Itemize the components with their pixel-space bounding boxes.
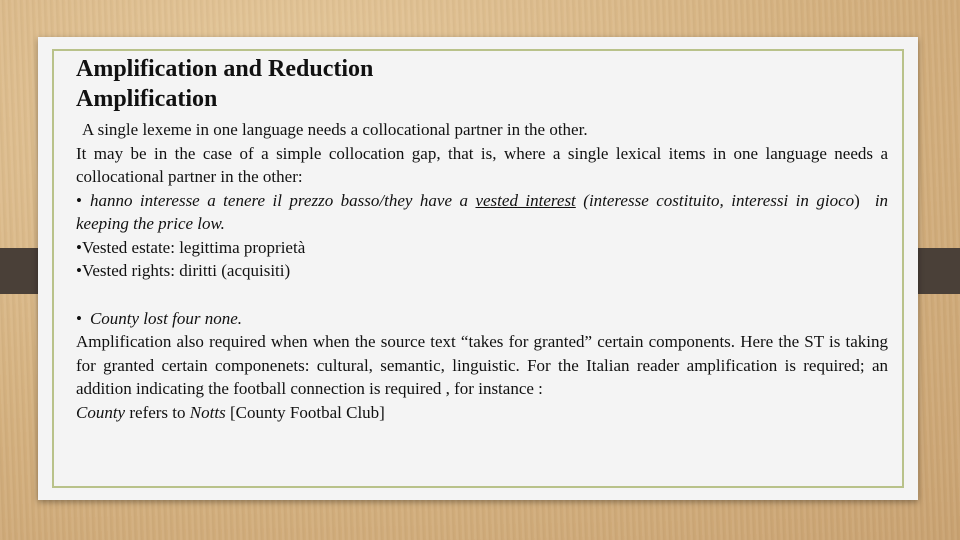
example-end: in keeping the price low. <box>76 190 889 233</box>
intro-text: A single lexeme in one language needs a collocational partner in the other. <box>82 120 588 139</box>
slide-content <box>76 54 888 424</box>
paragraph-collocation-gap: It may be in the case of a simple collocation gap, that is, where a single lexical items in one language needs a collocational partner in the other: <box>76 143 888 186</box>
example-vested-interest <box>76 189 888 236</box>
bullet-vested-estate: •Vested estate: legittima proprietà <box>76 237 306 257</box>
slide-card <box>38 37 918 500</box>
example-mid: (interesse costituito, interessi in <box>583 190 809 210</box>
example-county <box>76 307 888 331</box>
bullet-dot: • <box>76 308 82 328</box>
final-end: [County Footbal Club] <box>229 402 385 422</box>
example-tail: gioco <box>816 190 855 210</box>
bullet-dot: • <box>76 190 82 210</box>
example-pre: hanno interesse a tenere il prezzo basso/they have a <box>89 190 468 210</box>
final-line <box>76 401 888 425</box>
final-word-county: County <box>76 402 126 422</box>
paragraph-amplification: Amplification also required when when the source text “takes for granted” certain components. Here the ST is taking for granted certain componenets: cultural, semantic, linguistic. For the Italian reader amplification is required; an addition indicating the football connection is required , for instance : <box>76 332 888 398</box>
final-mid: refers to <box>129 402 186 422</box>
example-county-text: County lost four none. <box>89 308 243 328</box>
slide-title: Amplification and Reduction <box>76 56 374 82</box>
bullet-vested-rights: •Vested rights: diritti (acquisiti) <box>76 261 291 280</box>
final-word-notts: Notts <box>189 402 226 422</box>
slide-subtitle: Amplification <box>76 86 218 112</box>
example-close-paren: ) <box>854 190 860 210</box>
example-underlined: vested interest <box>475 190 576 210</box>
